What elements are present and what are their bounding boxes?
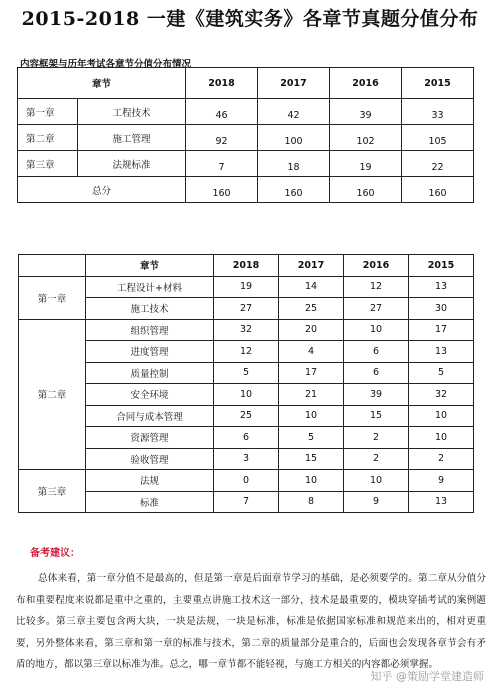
- value-cell: 32: [214, 319, 279, 341]
- value-cell: 2: [409, 448, 474, 470]
- value-cell: 10: [279, 405, 344, 427]
- header-year: 2017: [258, 68, 330, 99]
- value-cell: 12: [344, 276, 409, 298]
- value-cell: 21: [279, 384, 344, 406]
- value-cell: 100: [258, 125, 330, 151]
- table-row: [18, 99, 474, 125]
- value-cell: 13: [409, 491, 474, 513]
- value-cell: 22: [402, 151, 474, 177]
- header-year: 2016: [330, 68, 402, 99]
- topic-cell: 工程技术: [78, 99, 186, 125]
- value-cell: 5: [214, 362, 279, 384]
- value-cell: 4: [279, 341, 344, 363]
- value-cell: 15: [344, 405, 409, 427]
- value-cell: 8: [279, 491, 344, 513]
- value-cell: 9: [409, 470, 474, 492]
- value-cell: 6: [344, 341, 409, 363]
- value-cell: 6: [344, 362, 409, 384]
- header-year: 2015: [402, 68, 474, 99]
- table-row: [19, 362, 474, 384]
- header-year: 2016: [344, 255, 409, 277]
- table-row: [19, 448, 474, 470]
- total-value: 160: [186, 177, 258, 203]
- value-cell: 2: [344, 427, 409, 449]
- notes-body: 总体来看，第一章分值不是最高的，但是第一章是后面章节学习的基础，是必须要学的。第二章从分值分布和重要程度来说都是重中之重的，主要重点讲施工技术这一部分，技术是最重要的，模块穿插考试的案例题比较多。第三章主要包含两大块，一块是法规，一块是标准，标准是依据国家标准和规范来出的，相对更重要，另外整体来看，第三章和第一章的标准与技术，第二章的质量部分是重合的，后面也会发现各章节会有矛盾的地方，都以第三章以标准为准。总之，哪一章节都不能轻视，与施工方相关的内容都必须掌握。: [16, 573, 486, 670]
- value-cell: 33: [402, 99, 474, 125]
- value-cell: 25: [214, 405, 279, 427]
- table-row: [19, 341, 474, 363]
- header-year: 2015: [409, 255, 474, 277]
- value-cell: 92: [186, 125, 258, 151]
- topic-cell: 合同与成本管理: [86, 405, 214, 427]
- value-cell: 12: [214, 341, 279, 363]
- topic-cell: 安全环境: [86, 384, 214, 406]
- chapter-cell: 第一章: [18, 99, 78, 125]
- value-cell: 39: [344, 384, 409, 406]
- header-chapter: 章节: [18, 68, 186, 99]
- total-row: [18, 177, 474, 203]
- value-cell: 105: [402, 125, 474, 151]
- total-value: 160: [258, 177, 330, 203]
- total-label: 总分: [18, 177, 186, 203]
- chapter-cell: 第二章: [19, 319, 86, 470]
- header-year: 2018: [186, 68, 258, 99]
- header-year: 2018: [214, 255, 279, 277]
- table-row: [19, 405, 474, 427]
- value-cell: 18: [258, 151, 330, 177]
- value-cell: 25: [279, 298, 344, 320]
- value-cell: 15: [279, 448, 344, 470]
- value-cell: 30: [409, 298, 474, 320]
- topic-cell: 工程设计+材料: [86, 276, 214, 298]
- page-title: 2015-2018 一建《建筑实务》各章节真题分值分布: [21, 8, 479, 30]
- value-cell: 46: [186, 99, 258, 125]
- topic-cell: 法规标准: [78, 151, 186, 177]
- value-cell: 5: [279, 427, 344, 449]
- table-header-row: [18, 68, 474, 99]
- table1-caption: 内容框架与历年考试各章节分值分布情况: [20, 59, 192, 70]
- chapter-cell: 第一章: [19, 276, 86, 319]
- table-row: [19, 319, 474, 341]
- topic-cell: 组织管理: [86, 319, 214, 341]
- topic-cell: 进度管理: [86, 341, 214, 363]
- table-row: [18, 151, 474, 177]
- value-cell: 5: [409, 362, 474, 384]
- value-cell: 13: [409, 341, 474, 363]
- topic-cell: 法规: [86, 470, 214, 492]
- topic-cell: 验收管理: [86, 448, 214, 470]
- topic-cell: 施工技术: [86, 298, 214, 320]
- value-cell: 10: [409, 405, 474, 427]
- chapter-cell: 第三章: [19, 470, 86, 513]
- table-row: [18, 125, 474, 151]
- notes-title: 备考建议：: [30, 548, 80, 559]
- value-cell: 7: [186, 151, 258, 177]
- value-cell: 9: [344, 491, 409, 513]
- value-cell: 2: [344, 448, 409, 470]
- value-cell: 14: [279, 276, 344, 298]
- value-cell: 39: [330, 99, 402, 125]
- table-row: [19, 427, 474, 449]
- value-cell: 10: [344, 470, 409, 492]
- value-cell: 27: [344, 298, 409, 320]
- header-year: 2017: [279, 255, 344, 277]
- value-cell: 19: [214, 276, 279, 298]
- table-row: [19, 491, 474, 513]
- table-row: [19, 470, 474, 492]
- value-cell: 3: [214, 448, 279, 470]
- value-cell: 102: [330, 125, 402, 151]
- value-cell: 17: [279, 362, 344, 384]
- topic-cell: 质量控制: [86, 362, 214, 384]
- chapter-cell: 第三章: [18, 151, 78, 177]
- value-cell: 20: [279, 319, 344, 341]
- section-detail-table: [18, 254, 474, 513]
- value-cell: 19: [330, 151, 402, 177]
- table-row: [19, 384, 474, 406]
- value-cell: 10: [344, 319, 409, 341]
- topic-cell: 标准: [86, 491, 214, 513]
- value-cell: 13: [409, 276, 474, 298]
- table-row: [19, 276, 474, 298]
- value-cell: 6: [214, 427, 279, 449]
- total-value: 160: [402, 177, 474, 203]
- value-cell: 32: [409, 384, 474, 406]
- table-header-row: [19, 255, 474, 277]
- value-cell: 27: [214, 298, 279, 320]
- watermark-text: 知乎 @策励学堂建造师: [370, 670, 484, 683]
- value-cell: 0: [214, 470, 279, 492]
- chapter-summary-table: [17, 67, 474, 203]
- watermark: [371, 668, 485, 684]
- value-cell: 10: [279, 470, 344, 492]
- header-chapter: 章节: [86, 255, 214, 277]
- value-cell: 10: [409, 427, 474, 449]
- topic-cell: 资源管理: [86, 427, 214, 449]
- chapter-cell: 第二章: [18, 125, 78, 151]
- value-cell: 7: [214, 491, 279, 513]
- total-value: 160: [330, 177, 402, 203]
- value-cell: 42: [258, 99, 330, 125]
- value-cell: 10: [214, 384, 279, 406]
- value-cell: 17: [409, 319, 474, 341]
- table-row: [19, 298, 474, 320]
- header-blank: [19, 255, 86, 277]
- topic-cell: 施工管理: [78, 125, 186, 151]
